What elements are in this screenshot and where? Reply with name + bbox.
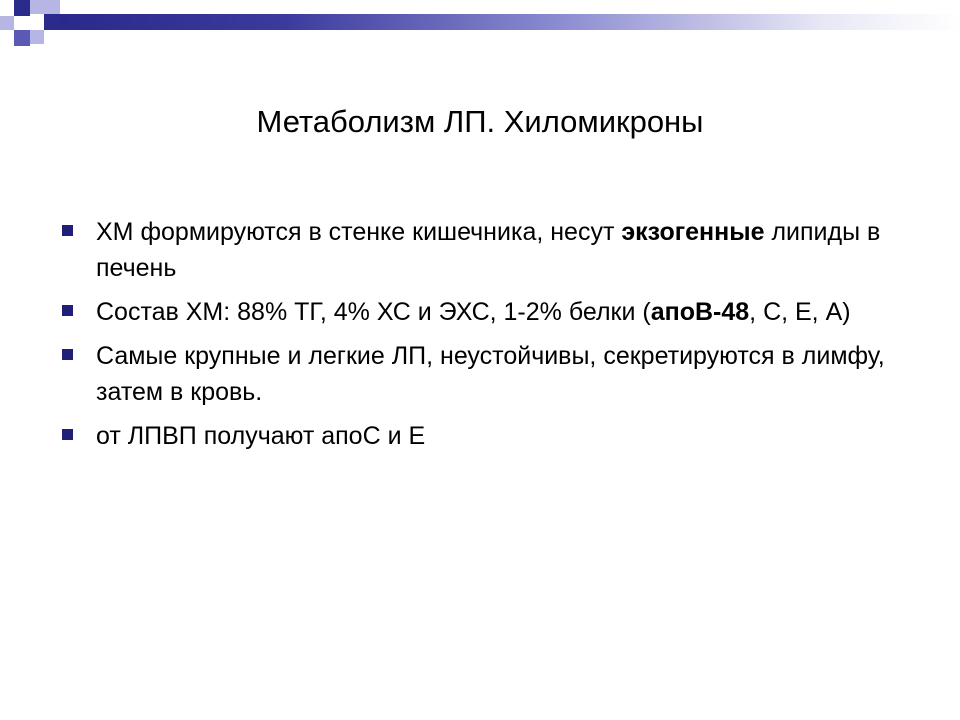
bullet-text: Состав ХМ: 88% ТГ, 4% ХС и ЭХС, 1-2% белки ( xyxy=(96,298,651,326)
decor-square-6 xyxy=(30,30,44,44)
decor-square-4 xyxy=(0,16,14,30)
square-bullet-icon xyxy=(62,429,73,440)
header-gradient-bar xyxy=(60,14,960,30)
decor-square-3 xyxy=(44,14,60,30)
bullet-item xyxy=(58,418,918,454)
decor-square-7 xyxy=(44,0,60,14)
bullet-item xyxy=(58,294,918,330)
bullet-text: , С, Е, А) xyxy=(749,298,851,326)
bullet-text: ХМ формируются в стенке кишечника, несут xyxy=(96,218,622,246)
decor-square-5 xyxy=(14,30,30,46)
bullet-item xyxy=(58,338,918,410)
slide-title: Метаболизм ЛП. Хиломикроны xyxy=(256,104,704,139)
square-bullet-icon xyxy=(62,305,73,316)
bullet-text: от ЛПВП получают апоС и Е xyxy=(96,422,426,450)
bullet-item xyxy=(58,214,918,286)
decor-square-2 xyxy=(30,0,44,14)
bullet-text: Самые крупные и легкие ЛП, неустойчивы, секретируются в лимфу, затем в кровь. xyxy=(96,342,885,406)
square-bullet-icon xyxy=(62,349,73,360)
decor-square-1 xyxy=(14,0,30,16)
bullet-text-bold: экзогенные xyxy=(621,218,765,246)
bullet-text: липиды в печень xyxy=(96,218,881,282)
bullet-list xyxy=(58,214,918,462)
bullet-text-bold: апоВ-48 xyxy=(650,298,750,326)
square-bullet-icon xyxy=(62,225,73,236)
